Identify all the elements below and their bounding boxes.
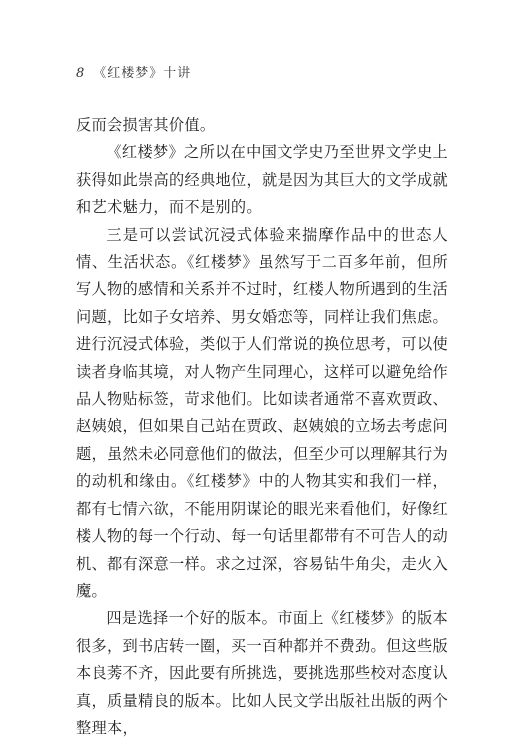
book-title: 《红楼梦》十讲	[93, 66, 192, 81]
page-number: 8	[76, 66, 86, 81]
paragraph-continued: 反而会损害其价值。	[76, 116, 216, 134]
paragraph: 《红楼梦》之所以在中国文学史乃至世界文学史上获得如此崇高的经典地位，就是因为其巨大的文学成就和艺术魅力，而不是别的。	[76, 143, 448, 217]
running-header	[76, 62, 191, 81]
paragraph: 三是可以尝试沉浸式体验来揣摩作品中的世态人情、生活状态。《红楼梦》虽然写于二百多年前，但所写人物的感情和关系并不过时，红楼人物所遇到的生活问题，比如子女培养、男女婚恋等，同样让我们焦虑。进行沉浸式体验，类似于人们常说的换位思考，可以使读者身临其境，对人物产生同理心，这样可以避免给作品人物贴标签，苛求他们。比如读者通常不喜欢贾政、赵姨娘，但如果自己站在贾政、赵姨娘的立场去考虑问题，虽然未必同意他们的做法，但至少可以理解其行为的动机和缘由。《红楼梦》中的人物其实和我们一样，都有七情六欲，不能用阴谋论的眼光来看他们，好像红楼人物的每一个行动、每一句话里都带有不可告人的动机、都有深意一样。求之过深，容易钻牛角尖，走火入魔。	[76, 225, 448, 600]
body-text	[76, 112, 448, 742]
paragraph: 四是选择一个好的版本。市面上《红楼梦》的版本很多，到书店转一圈，买一百种都并不费劲。但这些版本良莠不齐，因此要有所挑选，要挑选那些校对态度认真，质量精良的版本。比如人民文学出版社出版的两个整理本，	[76, 609, 448, 737]
